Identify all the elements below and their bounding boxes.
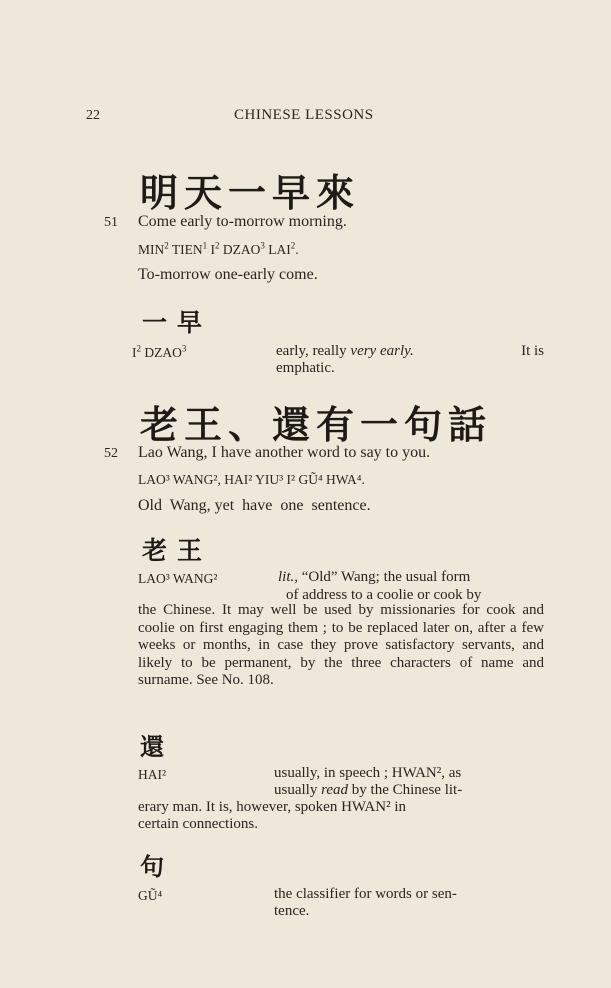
lesson-51-romanization: MIN$^2$ TIEN$^1$ $I^2$ DZAO$^3$ LAI$^2$. [138, 240, 299, 257]
gu-gloss: the classifier for words or sen- tence. [274, 886, 457, 919]
lesson-52-paragraph: the Chinese. It may well be used by missionaries for cook and coolie on first engaging them ; to be replaced later on, after a few weeks or months, in case they prove satisfactory servants, and likely to be permanent, by the three characters of name and surname. See No. 108. [138, 602, 544, 689]
lesson-52-chinese: 老王、還有一句話 [140, 402, 493, 447]
hai-gloss-cont: erary man. It is, however, spoken HWAN² in certain connections. [138, 799, 406, 832]
running-title: CHINESE LESSONS [234, 107, 374, 123]
lesson-51-gloss: early, really very early. It is emphatic. [276, 343, 544, 376]
lesson-51-literal: To-morrow one-early come. [138, 266, 318, 283]
lesson-52-number: 52 [104, 446, 118, 461]
lesson-52-romanization: LAO³ WANG², HAI² YIU³ I² GŨ⁴ HWA⁴. [138, 472, 365, 487]
lesson-51-sub-chinese: 一早 [142, 308, 213, 337]
hai-character: 還 [140, 732, 164, 761]
hai-term: HAI² [138, 767, 167, 782]
lesson-51-number: 51 [104, 215, 118, 230]
lesson-52-literal: Old Wang, yet have one sentence. [138, 497, 371, 514]
lesson-52-line2: of address to a coolie or cook by [286, 587, 482, 603]
hai-gloss: usually, in speech ; HWAN², as usually read by the Chinese lit- [274, 765, 463, 798]
lesson-51-english: Come early to-morrow morning. [138, 213, 347, 230]
lesson-52-lit-line: lit., “Old” Wang; the usual form [278, 569, 471, 585]
lesson-51-gloss-term: $I^2$ DZAO$^3$ [132, 343, 187, 360]
lesson-52-sub-chinese: 老王 [142, 536, 213, 565]
lesson-52-english: Lao Wang, I have another word to say to you. [138, 444, 431, 461]
gu-term: GŨ⁴ [138, 888, 163, 903]
page-number: 22 [86, 108, 100, 123]
gu-character: 句 [140, 852, 164, 881]
lesson-51-chinese: 明天一早來 [140, 170, 361, 215]
lesson-52-term: LAO³ WANG² [138, 571, 218, 586]
